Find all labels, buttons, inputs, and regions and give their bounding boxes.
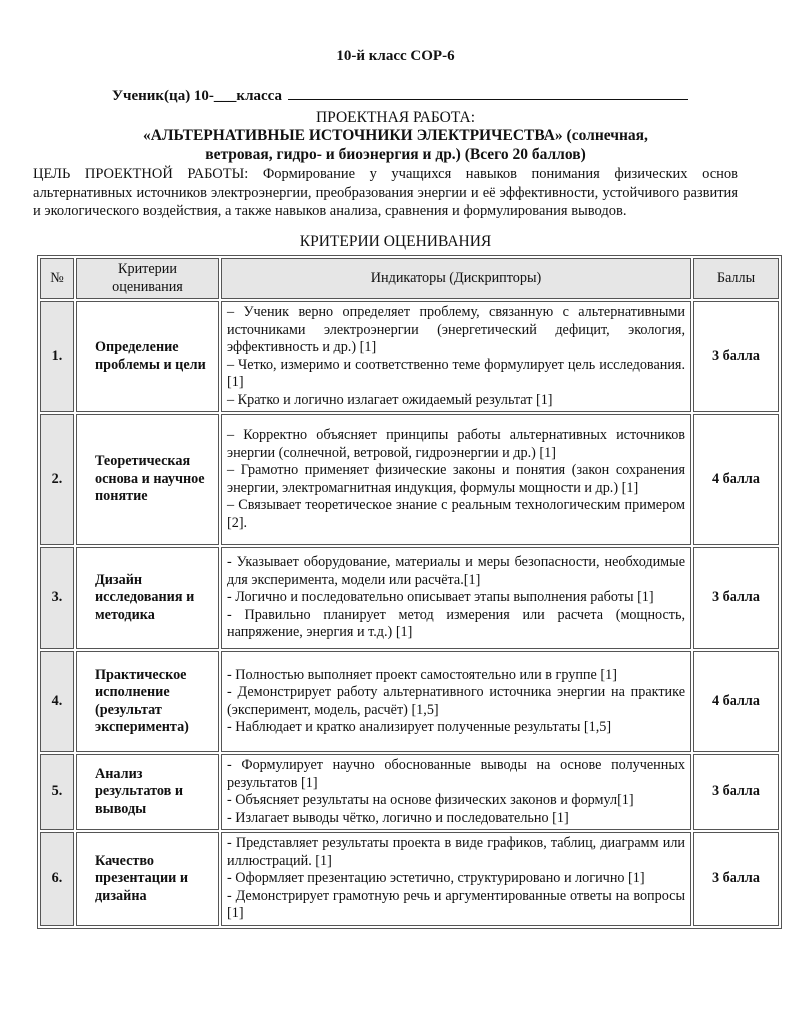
indicator-item: - Объясняет результаты на основе физических законов и формул[1]	[227, 792, 634, 808]
indicator-item: - Полностью выполняет проект самостоятельно или в группе [1]	[227, 666, 617, 683]
indicator-item: - Указывает оборудование, материалы и меры безопасности, необходимые для эксперимента, модели или расчёта.[1]	[227, 554, 685, 588]
criteria-heading: КРИТЕРИИ ОЦЕНИВАНИЯ	[299, 233, 492, 250]
student-label: Ученик(ца) 10-___класса	[112, 88, 282, 104]
indicator-item: – Грамотно применяет физические законы и понятия (закон сохранения энергии, электромагнитная индукция, формулы мощности и др.) [1]	[227, 462, 685, 496]
project-label: ПРОЕКТНАЯ РАБОТА:	[315, 109, 476, 126]
row-number: 5.	[40, 754, 74, 830]
row-indicators	[221, 301, 691, 412]
project-goal: ЦЕЛЬ ПРОЕКТНОЙ РАБОТЫ: Формирование у учащихся навыков понимания физических основ альтернативных источников электроэнергии, преобразования энергии и её эффективности, устойчивого развития и экологического воздействия, а также навыков анализа, сравнения и формулирования выводов.	[33, 166, 738, 219]
row-number: 4.	[40, 651, 74, 752]
header-points: Баллы	[693, 258, 779, 299]
table-row	[40, 754, 779, 830]
row-criterion: Практическое исполнение (результат эксперимента)	[76, 651, 219, 752]
document-title: 10-й класс СОР-6	[336, 48, 455, 64]
indicator-item: – Кратко и логично излагает ожидаемый результат [1]	[227, 391, 553, 408]
indicator-item: - Правильно планирует метод измерения или расчета (мощность, напряжение, энергия и т.д.) [1]	[227, 606, 685, 641]
indicator-item: - Логично и последовательно описывает этапы выполнения работы [1]	[227, 589, 654, 606]
row-criterion: Анализ результатов и выводы	[76, 754, 219, 830]
header-criterion: Критерии оценивания	[76, 258, 219, 299]
student-name-line	[288, 86, 688, 100]
indicator-item: - Демонстрирует грамотную речь и аргументированные ответы на вопросы [1]	[227, 887, 685, 921]
table-header-row	[40, 258, 779, 299]
indicator-item: - Оформляет презентацию эстетично, структурировано и логично [1]	[227, 870, 645, 886]
row-criterion: Теоретическая основа и научное понятие	[76, 414, 219, 545]
table-row	[40, 301, 779, 412]
row-points: 3 балла	[693, 754, 779, 830]
project-topic-cont: ветровая, гидро- и биоэнергия и др.) (Всего 20 баллов)	[205, 146, 586, 163]
project-topic: «АЛЬТЕРНАТИВНЫЕ ИСТОЧНИКИ ЭЛЕКТРИЧЕСТВА» (солнечная,	[143, 127, 648, 144]
header-num: №	[40, 258, 74, 299]
row-criterion: Определение проблемы и цели	[76, 301, 219, 412]
indicator-item: - Наблюдает и кратко анализирует полученные результаты [1,5]	[227, 719, 612, 735]
indicator-item: – Ученик верно определяет проблему, связанную с альтернативными источниками электроэнергии (энергетический дефицит, экология, эффективность и др.) [1]	[227, 304, 685, 355]
row-number: 2.	[40, 414, 74, 545]
student-field	[112, 86, 688, 105]
indicator-item: – Четко, измеримо и соответственно теме формулирует цель исследования.[1]	[227, 356, 685, 390]
indicator-item: - Демонстрирует работу альтернативного источника энергии на практике (эксперимент, модель, расчёт) [1,5]	[227, 684, 685, 718]
indicator-item: - Излагает выводы чётко, логично и последовательно [1]	[227, 809, 569, 826]
row-points: 4 балла	[693, 414, 779, 545]
table-row	[40, 414, 779, 545]
indicator-item: – Корректно объясняет принципы работы альтернативных источников энергии (солнечной, ветровой, гидроэнергии и др.) [1]	[227, 427, 685, 461]
row-points: 4 балла	[693, 651, 779, 752]
row-criterion: Дизайн исследования и методика	[76, 547, 219, 649]
row-indicators	[221, 832, 691, 926]
table-row	[40, 832, 779, 926]
row-indicators	[221, 754, 691, 830]
header-indicators: Индикаторы (Дискрипторы)	[221, 258, 691, 299]
criteria-table	[37, 255, 782, 929]
row-points: 3 балла	[693, 301, 779, 412]
table-row	[40, 547, 779, 649]
row-indicators	[221, 414, 691, 545]
row-indicators	[221, 547, 691, 649]
row-points: 3 балла	[693, 832, 779, 926]
row-points: 3 балла	[693, 547, 779, 649]
table-row	[40, 651, 779, 752]
row-number: 3.	[40, 547, 74, 649]
indicator-item: - Формулирует научно обоснованные выводы на основе полученных результатов [1]	[227, 757, 685, 791]
indicator-item: - Представляет результаты проекта в виде графиков, таблиц, диаграмм или иллюстраций. [1]	[227, 835, 685, 869]
indicator-item: – Связывает теоретическое знание с реальным технологическим примером [2].	[227, 497, 685, 531]
row-criterion: Качество презентации и дизайна	[76, 832, 219, 926]
row-indicators	[221, 651, 691, 752]
row-number: 1.	[40, 301, 74, 412]
row-number: 6.	[40, 832, 74, 926]
